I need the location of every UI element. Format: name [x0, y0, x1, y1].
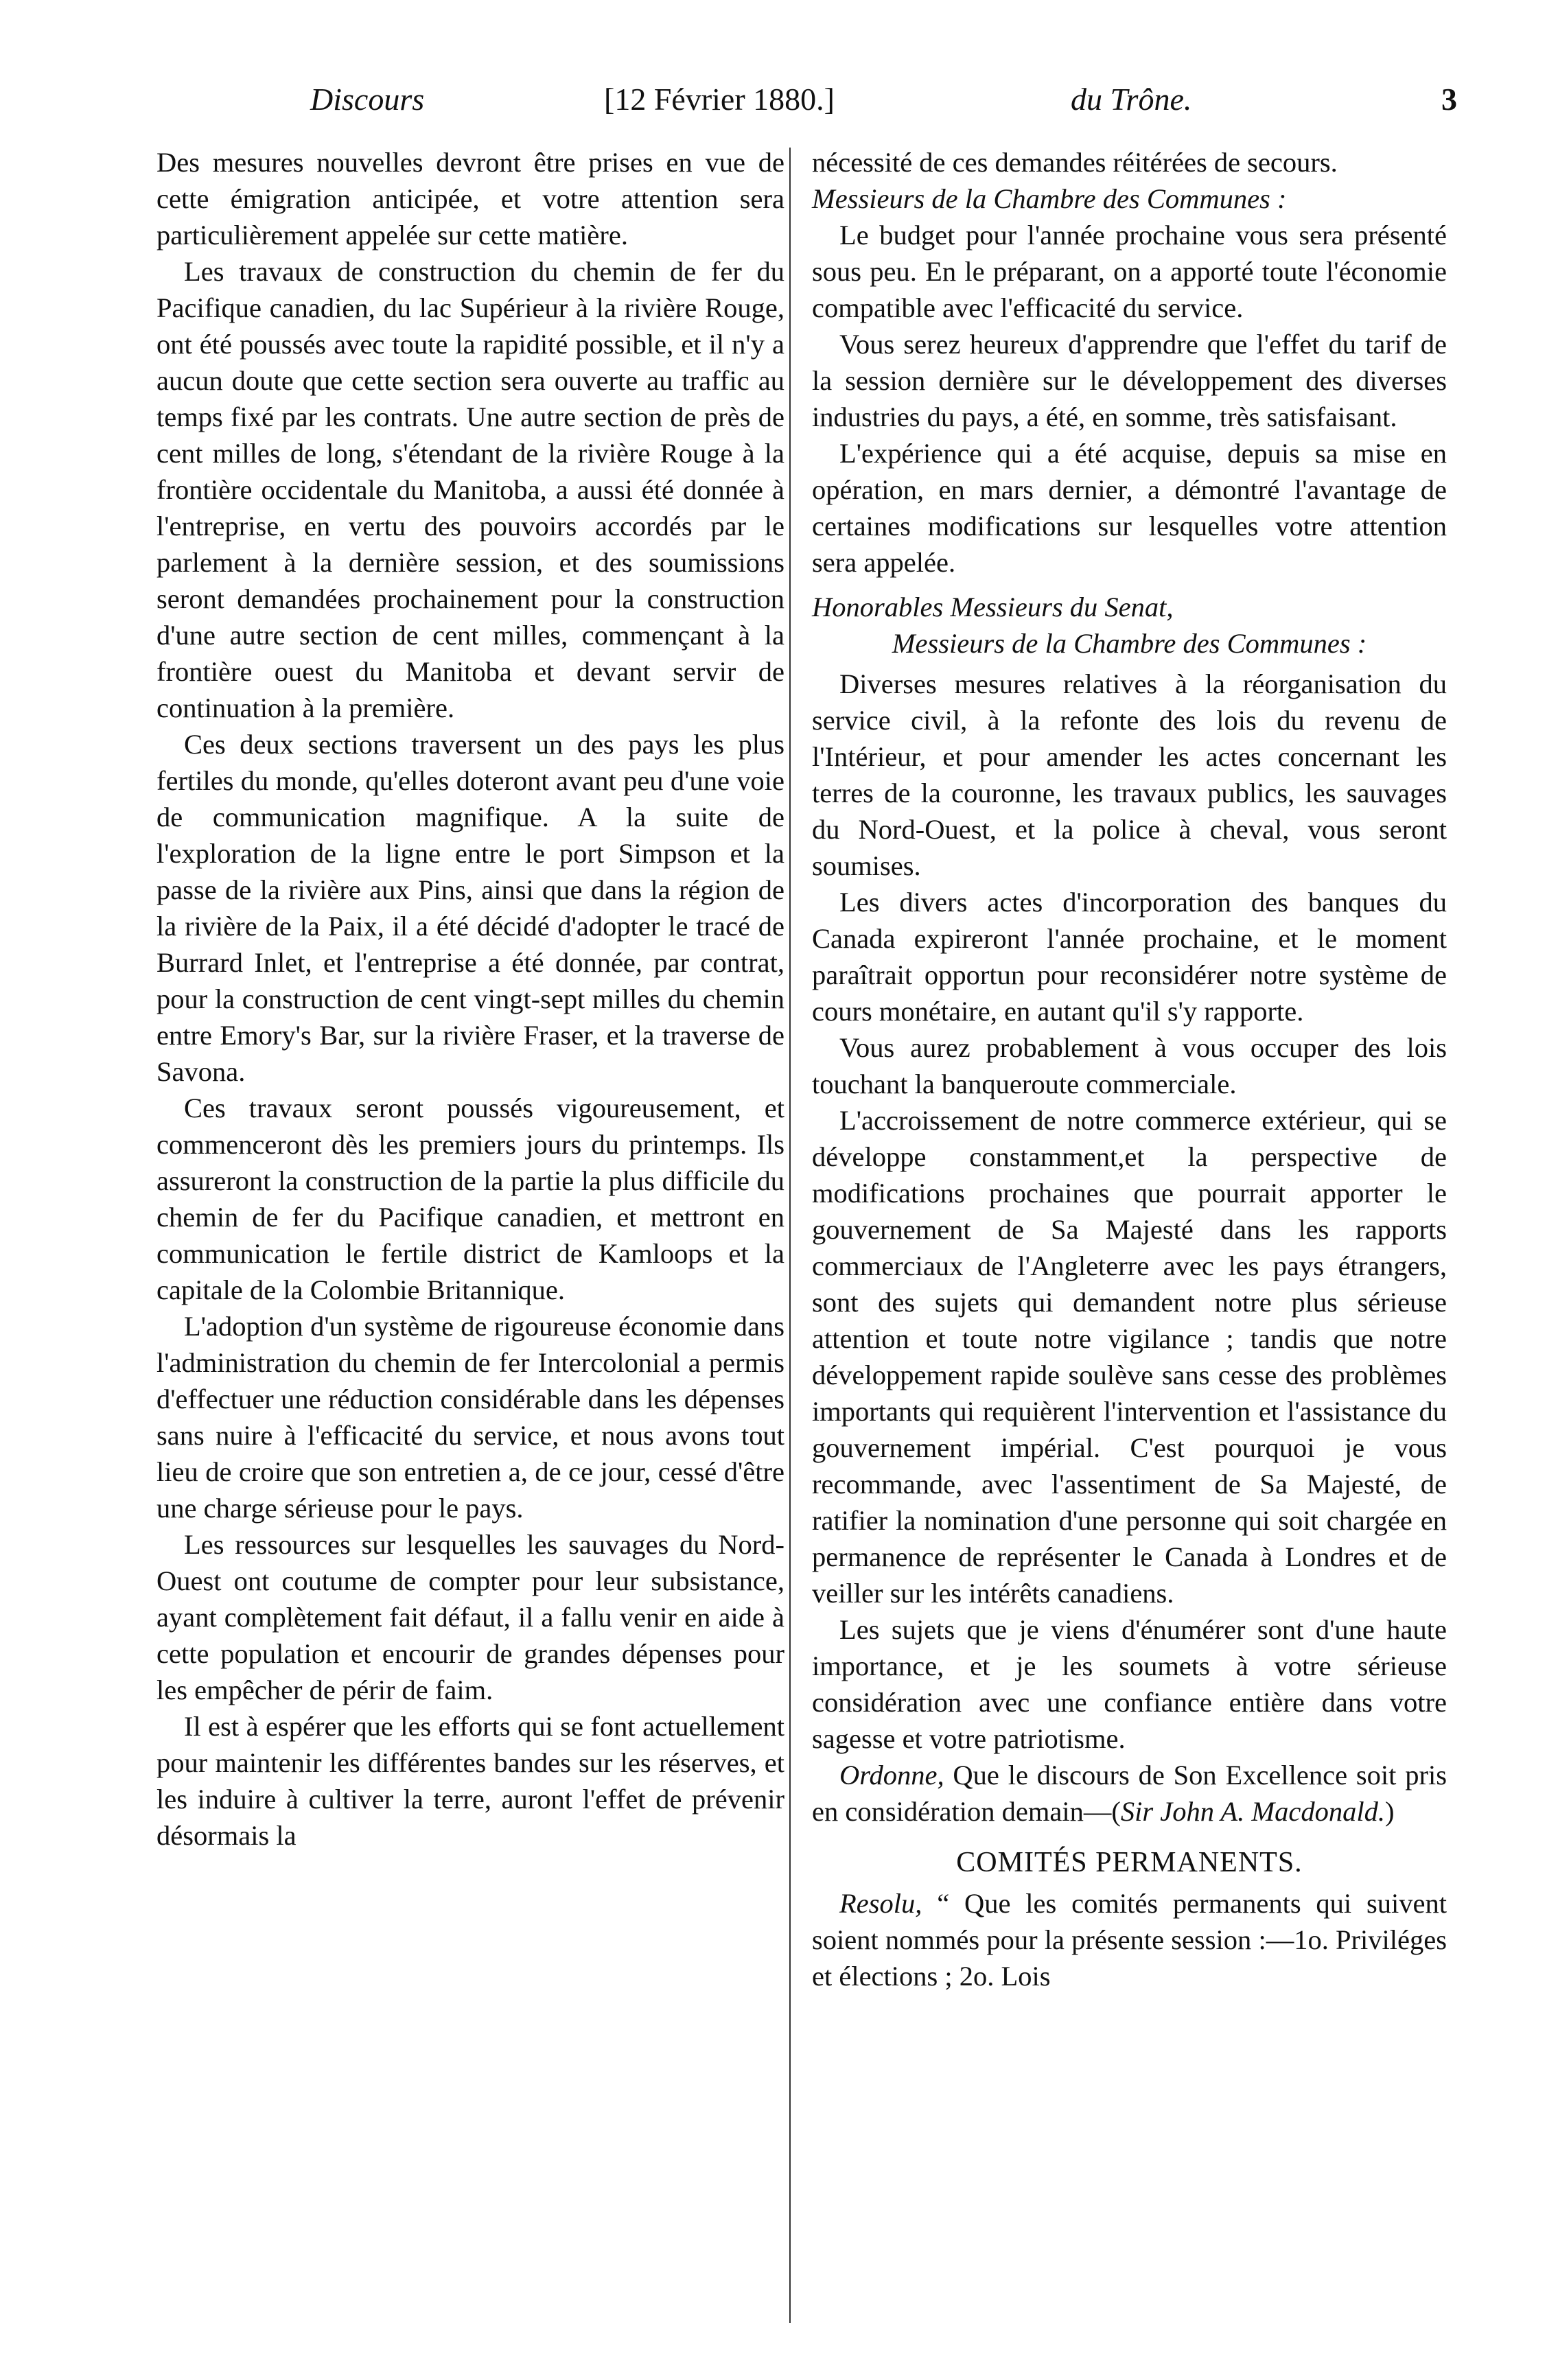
paragraph: L'adoption d'un système de rigoureuse économie dans l'administration du chemin de fer Intercolonial a permis d'effectuer une réduction considérable dans les dépenses sans nuire à l'efficacité du service, et nous avons tout lieu de croire que son entretien a, de ce jour, cessé d'être une charge sérieuse pour le pays. [156, 1311, 784, 1524]
paragraph: L'expérience qui a été acquise, depuis sa mise en opération, en mars dernier, a démontré l'avantage de certaines modifications sur lesquelles votre attention sera appelée. [812, 438, 1447, 578]
paragraph: Vous aurez probablement à vous occuper des lois touchant la banqueroute commerciale. [812, 1032, 1447, 1099]
resolu-text: “ Que les comités permanents qui suivent soient nommés pour la présente session :—1o. Priviléges et élections ; 2o. Lois [812, 1888, 1447, 1992]
header-right-title: du Trône. [1071, 82, 1192, 117]
address-senate: Honorables Messieurs du Senat, [812, 592, 1174, 622]
paragraph: Des mesures nouvelles devront être prises en vue de cette émigration anticipée, et votre attention sera particulièrement appelée sur cette matière. [156, 147, 784, 250]
paragraph: Les ressources sur lesquelles les sauvages du Nord-Ouest ont coutume de compter pour leur subsistance, ayant complètement fait défaut, il a fallu venir en aide à cette population et encourir de grandes dépenses pour les empêcher de périr de faim. [156, 1529, 784, 1705]
column-divider [789, 148, 791, 2323]
header-date: [12 Février 1880.] [604, 82, 835, 117]
left-column [156, 144, 784, 1854]
paragraph: Le budget pour l'année prochaine vous sera présenté sous peu. En le préparant, on a apporté toute l'économie compatible avec l'efficacité du service. [812, 220, 1447, 323]
ordonne-author: Sir John A. Macdonald. [1120, 1796, 1385, 1827]
paragraph: Les sujets que je viens d'énumérer sont d'une haute importance, et je les soumets à votre sérieuse considération avec une confiance entière dans votre sagesse et votre patriotisme. [812, 1614, 1447, 1754]
address-commons: Messieurs de la Chambre des Communes : [892, 628, 1367, 659]
section-heading: COMITÉS PERMANENTS. [956, 1847, 1303, 1878]
resolu-paragraph [812, 1885, 1447, 1994]
ordonne-label: Ordonne, [839, 1760, 944, 1790]
paragraph: Ces travaux seront poussés vigoureusement, et commenceront dès les premiers jours du printemps. Ils assureront la construction de la partie la plus difficile du chemin de fer du Pacifique canadien, et mettront en communication le fertile district de Kamloops et la capitale de la Colombie Britannique. [156, 1093, 784, 1305]
ordonne-close: ) [1384, 1796, 1395, 1827]
address-commons: Messieurs de la Chambre des Communes : [812, 183, 1287, 214]
paragraph: Ces deux sections traversent un des pays les plus fertiles du monde, qu'elles doteront avant peu d'une voie de communication magnifique. A la suite de l'exploration de la ligne entre le port Simpson et la passe de la rivière aux Pins, ainsi que dans la région de la rivière de la Paix, il a été décidé d'adopter le tracé de Burrard Inlet, et l'entreprise a été donnée, par contrat, pour la construction de cent vingt-sept milles du chemin entre Emory's Bar, sur la rivière Fraser, et la traverse de Savona. [156, 729, 784, 1087]
paragraph: Diverses mesures relatives à la réorganisation du service civil, à la refonte des lois du revenu de l'Intérieur, et pour amender les actes concernant les terres de la couronne, les travaux publics, les sauvages du Nord-Ouest, et la police à cheval, vous seront soumises. [812, 668, 1447, 881]
paragraph: Il est à espérer que les efforts qui se font actuellement pour maintenir les différentes bandes sur les réserves, et les induire à cultiver la terre, auront l'effet de prévenir désormais la [156, 1711, 784, 1851]
page-number: 3 [1441, 82, 1457, 117]
paragraph: Les divers actes d'incorporation des banques du Canada expireront l'année prochaine, et le moment paraîtrait opportun pour reconsidérer notre système de cours monétaire, en autant qu'il s'y rapporte. [812, 887, 1447, 1027]
resolu-label: Resolu, [839, 1888, 922, 1919]
ordonne-paragraph [812, 1757, 1447, 1830]
header-left-title: Discours [310, 82, 425, 117]
paragraph: L'accroissement de notre commerce extérieur, qui se développe constamment,et la perspective de modifications prochaines que pourrait apporter le gouvernement de Sa Majesté dans les rapports commerciaux de l'Angleterre avec les pays étrangers, sont des sujets qui demandent notre plus sérieuse attention et toute notre vigilance ; tandis que notre développement rapide soulève sans cesse des problèmes importants qui requièrent l'intervention et l'assistance du gouvernement impérial. C'est pourquoi je vous recommande, avec l'assentiment de Sa Majesté, de ratifier la nomination d'une personne qui soit chargée en permanence de représenter le Canada à Londres et de veiller sur les intérêts canadiens. [812, 1105, 1447, 1609]
paragraph: Vous serez heureux d'apprendre que l'effet du tarif de la session dernière sur le développement des diverses industries du pays, a été, en somme, très satisfaisant. [812, 329, 1447, 432]
paragraph: Les travaux de construction du chemin de fer du Pacifique canadien, du lac Supérieur à la rivière Rouge, ont été poussés avec toute la rapidité possible, et il n'y a aucun doute que cette section sera ouverte au traffic au temps fixé par les contrats. Une autre section de près de cent milles de long, s'étendant de la rivière Rouge à la frontière occidentale du Manitoba, a aussi été donnée à l'entreprise, en vertu des pouvoirs accordés par le parlement à la dernière session, et des soumissions seront demandées prochainement pour la construction d'une autre section de cent milles, commençant à la frontière ouest du Manitoba et devant servir de continuation à la première. [156, 256, 784, 723]
ordonne-text: Que le discours de Son Excellence soit pris en considération demain—( [812, 1760, 1447, 1827]
right-column [812, 144, 1447, 1994]
running-header [0, 81, 1558, 136]
paragraph: nécessité de ces demandes réitérées de secours. [812, 147, 1338, 178]
